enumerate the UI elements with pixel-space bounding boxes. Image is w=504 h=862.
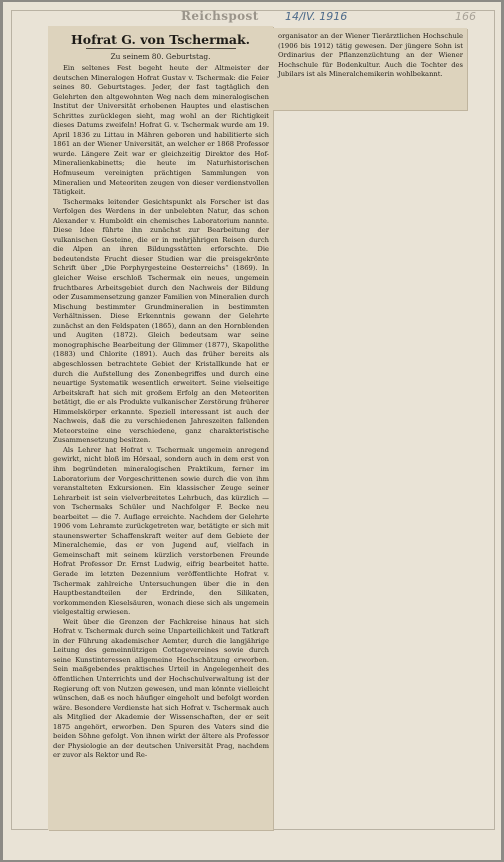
archive-sheet bbox=[3, 2, 501, 860]
article-headline: Hofrat G. von Tschermak. bbox=[70, 32, 251, 47]
newspaper-clipping-continuation bbox=[273, 28, 467, 110]
article-paragraph: Ein seltenes Fest begeht heute der Altmeister der deutschen Mineralogen Hofrat Gustav v. Tschermak: die Feier seines 80. Geburtstages. Jeder, der fast tagtäglich den Gelehrten den altgewohnten Weg nach dem mineralogischen Institut der Universität erhobenen Hauptes und elastischen Schrittes zurücklegen sieht, mag wohl an der Richtigkeit dieses Datums zweifeln! Hofrat G. v. Tschermak wurde am 19. April 1836 zu Littau in Mähren geboren und habilitierte sich 1861 an der Wiener Universität, an welcher er 1868 Professor wurde. Längere Zeit war er gleichzeitig Direktor des Hof-Mineralienkabinetts; die heute im Naturhistorischen Hofmuseum vereinigten prächtigen Sammlungen von Mineralien und Meteoriten zeugen von dieser verdienstvollen Tätigkeit. bbox=[53, 64, 269, 197]
article-paragraph: Weit über die Grenzen der Fachkreise hinaus hat sich Hofrat v. Tschermak durch seine Unparteilichkeit und Tatkraft in der Führung akademischer Aemter, durch die langjährige Leitung des gemeinnützigen Cottagevereines sowie durch seine Kunstinteressen allgemeine Hochschätzung erworben. Sein maßgebendes praktisches Urteil in Angelegenheit des öffentlichen Unterrichts und der Hochschulverwaltung ist der Regierung oft von Nutzen gewesen, und man könnte vielleicht wünschen, daß es noch häufiger eingeholt und befolgt worden wäre. Besondere Verdienste hat sich Hofrat v. Tschermak auch als Mitglied der Akademie der Wissenschaften, der er seit 1875 angehört, erworben. Den Spuren des Vaters sind die beiden Söhne gefolgt. Von ihnen wirkt der ältere als Professor der Physiologie an der deutschen Universität Prag, nachdem er zuvor als Rektor und Re- bbox=[53, 617, 269, 760]
article-paragraph: Als Lehrer hat Hofrat v. Tschermak ungemein anregend gewirkt, nicht bloß im Hörsaal, sondern auch in dem erst von ihm begründeten mineralogischen Praktikum, ferner im Laboratorium der Vorgeschrittenen sowie durch die von ihm veranstalteten Exkursionen. Ein klassischer Zeuge seiner Lehrarbeit ist sein vielverbreitetes Lehrbuch, das kürzlich — von Tschermaks Schüler und Nachfolger F. Becke neu bearbeitet — die 7. Auflage erreichte. Nachdem der Gelehrte 1906 vom Lehramte zurückgetreten war, betätigte er sich mit staunenswerter Schaffenskraft weiter auf dem Gebiete der Mineralchemie, das er von Jugend auf, vielfach in Gemeinschaft mit seinem kürzlich verstorbenen Freunde Hofrat Professor Dr. Ernst Ludwig, eifrig bearbeitet hatte. Gerade im letzten Dezennium veröffentlichte Hofrat v. Tschermak zahlreiche Untersuchungen über die in den Hauptbestandteilen der Erdrinde, den Silikaten, vorkommenden Kieselsäuren, wonach diese sich als ungemein vielgestaltig erwiesen. bbox=[53, 445, 269, 617]
newspaper-name-stamp: Reichspost bbox=[181, 9, 259, 23]
article-body bbox=[48, 64, 273, 761]
handwritten-date: 14/IV. 1916 bbox=[285, 10, 348, 23]
continuation-paragraph: organisator an der Wiener Tierärztlichen Hochschule (1906 bis 1912) tätig gewesen. Der jüngere Sohn ist Ordinarius der Pflanzenzüchtung an der Wiener Hochschule für Bodenkultur. Auch die Tochter des Jubilars ist als Mineralchemikerin wohlbekannt. bbox=[278, 32, 463, 79]
headline-underline bbox=[86, 48, 236, 49]
article-continuation bbox=[273, 28, 467, 80]
article-subtitle: Zu seinem 80. Geburtstag. bbox=[110, 52, 211, 61]
article-paragraph: Tschermaks leitender Gesichtspunkt als Forscher ist das Verfolgen des Werdens in der unbelebten Natur, das schon Alexander v. Humboldt ein chemisches Laboratorium nannte. Diese Idee führte ihn zunächst zur Bearbeitung der vulkanischen Gesteine, die er in mehrjährigen Reisen durch die Alpen an ihren Bildungsstätten erforschte. Die bedeutendste Frucht dieser Studien war die preisgekrönte Schrift über „Die Porphyrgesteine Oesterreichs“ (1869). In gleicher Weise erschloß Tschermak ein neues, ungemein fruchtbares Arbeitsgebiet durch den Nachweis der Bildung oder Zusammensetzung ganzer Familien von Mineralien durch Mischung bestimmter Grundmineralien in bestimmten Verhältnissen. Diese Erkenntnis gewann der Gelehrte zunächst an den Feldspaten (1865), dann an den Hornblenden und Augiten (1872). Gleich bedeutsam war seine monographische Bearbeitung der Glimmer (1877), Skapolithe (1883) und Chlorite (1891). Auch das früher bereits als abgeschlossen betrachtete Gebiet der Kristallkunde hat er durch die Aufstellung des Zonenbegriffes und durch eine neuartige Systematik wesentlich erweitert. Seine vielseitige Arbeitskraft hat sich mit großem Erfolg an den Meteoriten betätigt, die er als Produkte vulkanischer Zerstörung früherer Himmelskörper erkannte. Speziell interessant ist auch der Nachweis, daß die zu verschiedenen Jahreszeiten fallenden Meteorsteine eine verschiedene, ganz charakteristische Zusammensetzung besitzen. bbox=[53, 197, 269, 445]
page-number: 166 bbox=[455, 10, 476, 23]
newspaper-clipping-main bbox=[48, 26, 273, 830]
